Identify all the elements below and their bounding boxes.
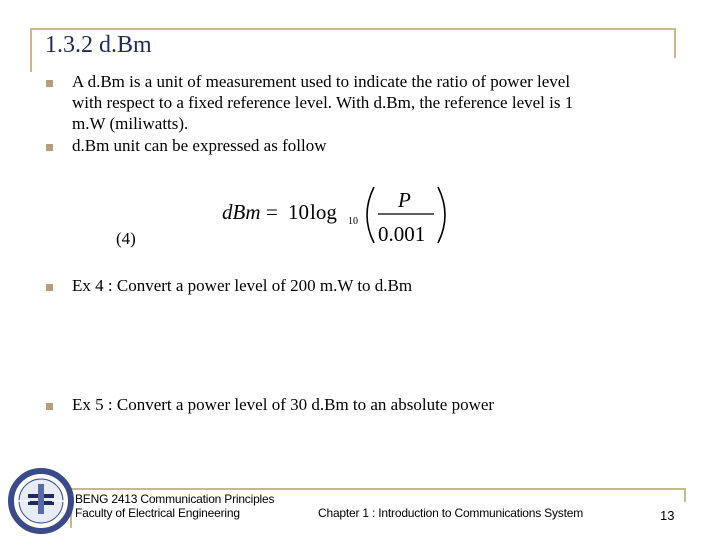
bullet-marker xyxy=(46,144,53,151)
university-logo-icon xyxy=(8,468,74,534)
footer-chapter: Chapter 1 : Introduction to Communications System xyxy=(318,506,583,520)
title-left-rule xyxy=(30,28,32,72)
bullet-text-line: m.W (miliwatts). xyxy=(72,114,189,133)
title-right-rule xyxy=(674,28,676,58)
bullet-marker xyxy=(46,80,53,87)
bullet-text-line: with respect to a fixed reference level. With d.Bm, the reference level is 1 xyxy=(72,93,574,112)
dbm-formula xyxy=(222,183,452,247)
footer-right-rule xyxy=(684,488,686,502)
footer-course: BENG 2413 Communication Principles xyxy=(75,492,275,506)
formula-log-base: 10 xyxy=(348,216,358,227)
formula-lhs: dBm xyxy=(222,200,261,224)
example-text: Ex 5 : Convert a power level of 30 d.Bm to an absolute power xyxy=(72,395,495,414)
formula-denominator: 0.001 xyxy=(378,222,426,246)
footer-faculty: Faculty of Electrical Engineering xyxy=(75,506,240,520)
formula-right-paren xyxy=(438,187,445,243)
title-top-rule xyxy=(30,28,676,30)
equation-number: (4) xyxy=(116,229,136,248)
page-number: 13 xyxy=(660,508,675,523)
slide-title: 1.3.2 d.Bm xyxy=(45,32,152,58)
bullet-text-line: A d.Bm is a unit of measurement used to indicate the ratio of power level xyxy=(72,72,571,91)
footer-top-rule xyxy=(70,488,686,490)
bullet-marker xyxy=(46,284,53,291)
bullet-marker xyxy=(46,403,53,410)
formula-numerator: P xyxy=(398,188,411,212)
example-text: Ex 4 : Convert a power level of 200 m.W to d.Bm xyxy=(72,276,413,295)
formula-left-paren xyxy=(367,187,374,243)
bullet-text-line: d.Bm unit can be expressed as follow xyxy=(72,136,327,155)
formula-log: log xyxy=(310,200,337,224)
formula-coef: 10 xyxy=(288,200,309,224)
formula-equals: = xyxy=(266,200,278,224)
